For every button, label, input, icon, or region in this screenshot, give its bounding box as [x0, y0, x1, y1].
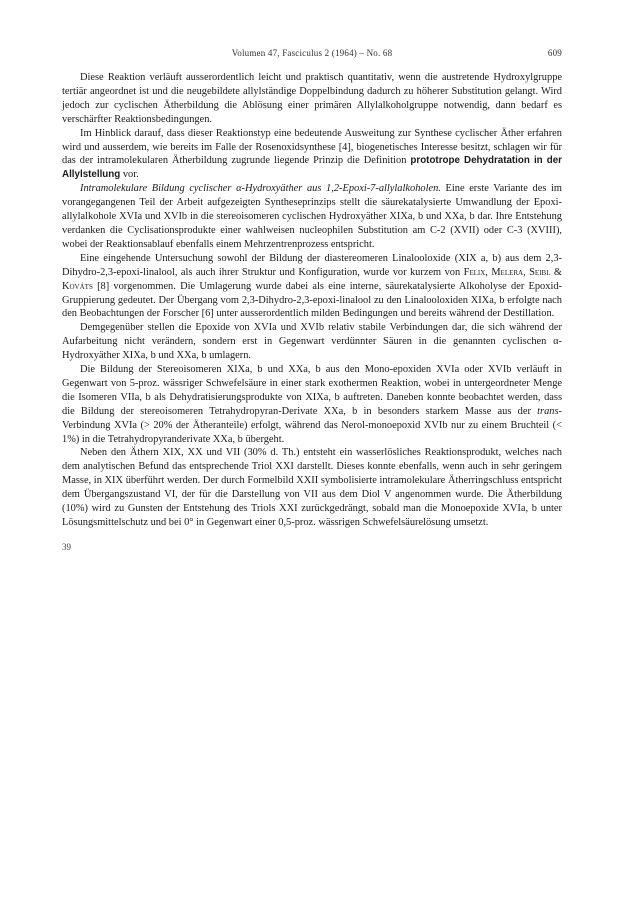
- definition-term: prototrope Dehydratation in der Allylstellung: [62, 155, 562, 181]
- section-heading: Intramolekulare Bildung cyclischer α-Hydroxyäther aus 1,2-Epoxi-7-allylalkoholen.: [80, 183, 441, 195]
- running-head: [62, 48, 562, 62]
- paragraph-2-text-a: Im Hinblick darauf, dass dieser Reaktionstyp eine bedeutende Ausweitung zur Synthese cyclischer Äther erfahren wird und ausserdem, wie bereits im Falle der Rosenoxidsynthese [4], biogenetisches Interesse besitzt, schlagen wir für das der intramolekularen Ätherbildung zugrunde liegende Prinzip die Definition: [62, 127, 562, 167]
- paragraph-2-text-b: vor.: [120, 169, 139, 181]
- signature-mark: 39: [62, 541, 71, 552]
- paragraph-4-text-b: [8] vorgenommen. Die Umlagerung wurde dabei als eine interne, säurekatalysierte Alkoholyse der Epoxid-Gruppierung gedeutet. Der Übergang vom 2,3-Dihydro-2,3-epoxi-linalool zu den Linalooloxiden XIXa, b erfolgte nach den Beobachtungen der Forscher [6] unter ausserordentlich milden Bedingungen und bereits während der Destillation.: [62, 280, 562, 320]
- trans-term: trans: [537, 405, 559, 417]
- paragraph-5: Demgegenüber stellen die Epoxide von XVIa und XVIb relativ stabile Verbindungen dar, die sich während der Aufarbeitung nicht verändern, sondern erst in Gegenwart verdünnter Säuren in die genannten cyclischen α-Hydroxyäther XIXa, b und XXa, b umlagern.: [62, 322, 562, 362]
- article-body: [62, 71, 562, 530]
- paragraph-4-text-a: Eine eingehende Untersuchung sowohl der Bildung der diastereomeren Linalooloxide (XIX a, b) aus dem 2,3-Dihydro-2,3-epoxi-linalool, als auch ihrer Struktur und Konfiguration, wurde vor kurzem von: [62, 252, 562, 278]
- page-number: 609: [547, 48, 562, 58]
- journal-issue-title: Volumen 47, Fasciculus 2 (1964) – No. 68: [231, 48, 393, 58]
- paragraph-7: Neben den Äthern XIX, XX und VII (30% d. Th.) entsteht ein wasserlösliches Reaktionsprodukt, welches nach dem analytischen Befund das entsprechende Triol XXI darstellt. Dieses konnte ebenfalls, wenn auch in sehr geringem Masse, in XIX überführt werden. Der durch Formelbild XXII symbolisierte intramolekulare Ätherringschluss entspricht dem Übergangszustand VI, der für die Darstellung von VII aus dem Diol V angenommen wurde. Die Ätherbildung (10%) wird zu Gunsten der Entstehung des Triols XXI zurückgedrängt, sobald man die Monoepoxide XVIa, b unter Lösungsmittelschutz und bei 0° in Gegenwart einer 0,5-proz. wässrigen Schwefelsäurelösung umsetzt.: [62, 447, 562, 528]
- paragraph-3: [62, 182, 562, 252]
- journal-page: [62, 48, 562, 552]
- paragraph-4: [62, 252, 562, 322]
- author-names: Felix, Melera, Seibl & Kováts: [62, 266, 562, 292]
- paragraph-6: [62, 363, 562, 446]
- paragraph-6-text-b: -Verbindung XVIa (> 20% der Ätheranteile) erfolgt, während das Nerol-monoepoxid XVIb nur zu einem Bruchteil (< 1%) in die Tetrahydropyranderivate XXa, b übergeht.: [62, 405, 562, 445]
- paragraph-2: [62, 127, 562, 183]
- paragraph-6-text-a: Die Bildung der Stereoisomeren XIXa, b und XXa, b aus den Mono-epoxiden XVIa oder XVIb verläuft in Gegenwart von 5-proz. wässriger Schwefelsäure in einer stark exothermen Reaktion, wobei in untergeordneter Menge die Isomeren VIIa, b als Dehydratisierungsprodukte von XIXa, b auftreten. Daneben konnte beobachtet werden, dass die Bildung der stereoisomeren Tetrahydropyran-Derivate XXa, b in besonders starkem Masse aus der: [62, 364, 562, 417]
- paragraph-1: Diese Reaktion verläuft ausserordentlich leicht und praktisch quantitativ, wenn die austretende Hydroxylgruppe tertiär angeordnet ist und die neugebildete allylständige Doppelbindung dadurch zu höherer Substitution gelangt. Wird jedoch zur cyclischen Ätherbildung die Ablösung einer primären Allylalkoholgruppe notwendig, dann bedarf es verschärfter Reaktionsbedingungen.: [62, 72, 562, 125]
- paragraph-3-text: Eine erste Variante des im vorangegangenen Teil der Arbeit aufgezeigten Syntheseprinzips stellt die säurekatalysierte Umwandlung der Epoxi-allylalkohole XVIa und XVIb in die stereoisomeren cyclischen Hydroxyäther XIXa, b und XXa, b dar. Ihre Entstehung verdanken die Cyclisationsprodukte einer wahlweisen nucleophilen Substitution am C-2 (XVII) oder C-3 (XVIII), wobei der Reaktionsablauf ebenfalls einem Mehrzentrenprozess entspricht.: [62, 183, 562, 250]
